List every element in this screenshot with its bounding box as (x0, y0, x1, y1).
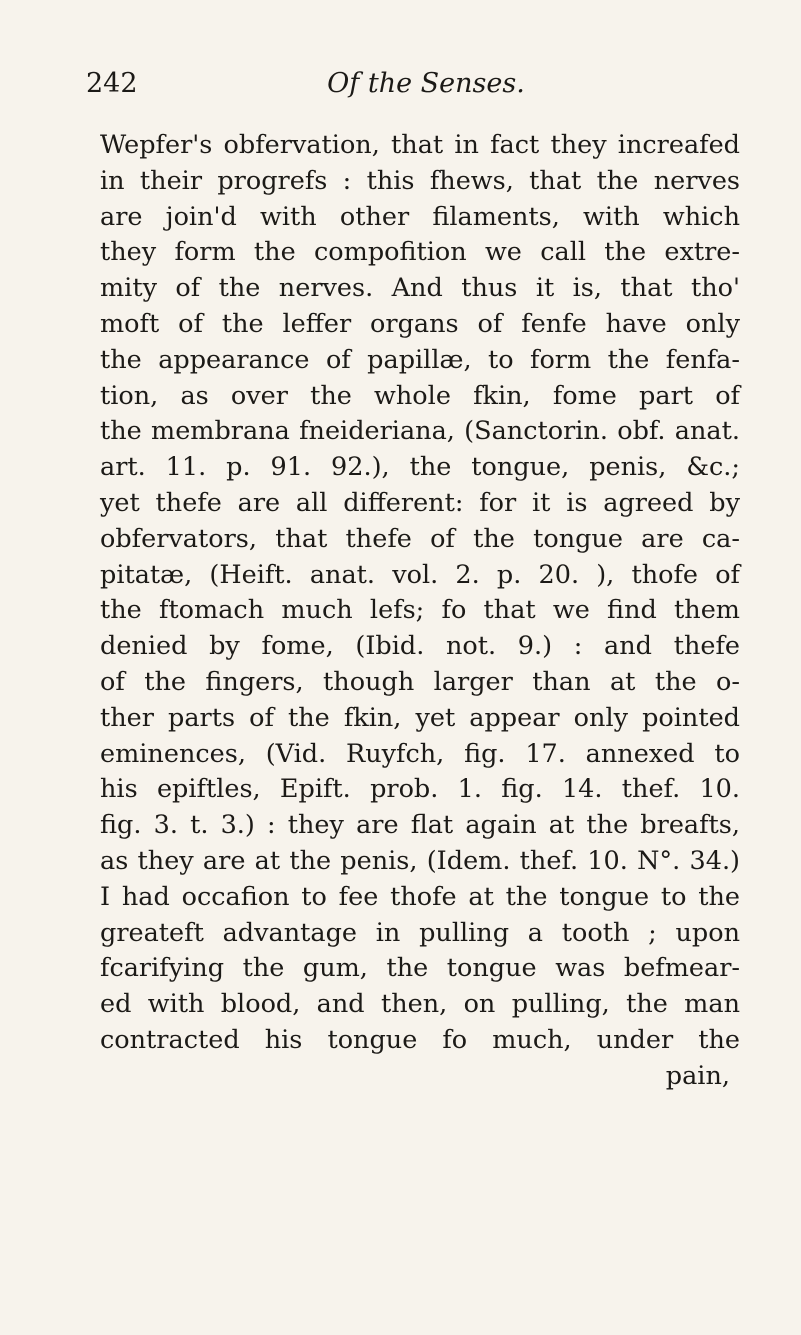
text-line: are join'd with other filaments, with which (100, 201, 740, 232)
text-line: his epiftles, Epift. prob. 1. fig. 14. thef. 10. (100, 774, 740, 805)
text-line: fig. 3. t. 3.) : they are flat again at the breafts, (100, 810, 740, 841)
running-title: Of the Senses. (327, 68, 525, 99)
text-line: as they are at the penis, (Idem. thef. 10. N°. 34.) (100, 845, 740, 876)
text-line: art. 11. p. 91. 92.), the tongue, penis, &c.; (100, 452, 740, 483)
page-number: 242 (86, 68, 138, 99)
text-line: eminences, (Vid. Ruyfch, fig. 17. annexed to (100, 738, 740, 769)
text-line: they form the compofition we call the extre- (100, 237, 740, 268)
text-line: moft of the leffer organs of fenfe have only (100, 308, 740, 339)
text-line: pitatæ, (Heift. anat. vol. 2. p. 20. ), thofe of (100, 559, 740, 590)
text-line: Wepfer's obfervation, that in fact they increafed (100, 130, 740, 160)
text-line: the membrana fneideriana, (Sanctorin. obf. anat. (100, 416, 740, 447)
text-line: denied by fome, (Ibid. not. 9.) : and thefe (100, 631, 740, 662)
text-line: mity of the nerves. And thus it is, that tho' (100, 273, 740, 304)
text-line: fcarifying the gum, the tongue was befmear- (100, 953, 740, 984)
text-line: in their progrefs : this fhews, that the nerves (100, 165, 740, 196)
catchword: pain, (665, 1060, 730, 1091)
body-text (100, 128, 740, 1095)
text-line: greateft advantage in pulling a tooth ; upon (100, 917, 740, 948)
text-line: ed with blood, and then, on pulling, the man (100, 989, 740, 1020)
text-line: tion, as over the whole fkin, fome part of (100, 380, 740, 411)
text-line: ther parts of the fkin, yet appear only pointed (100, 702, 740, 733)
text-line: the appearance of papillæ, to form the fenfa- (100, 344, 740, 375)
text-line: of the fingers, though larger than at the o- (100, 666, 740, 697)
text-line: contracted his tongue fo much, under the (100, 1024, 740, 1055)
text-line: yet thefe are all different: for it is agreed by (100, 487, 740, 518)
text-line: obfervators, that thefe of the tongue are ca- (100, 523, 740, 554)
page-header (86, 68, 766, 108)
text-line: I had occafion to fee thofe at the tongue to the (100, 881, 740, 912)
text-line: the ftomach much lefs; fo that we find them (100, 595, 740, 626)
